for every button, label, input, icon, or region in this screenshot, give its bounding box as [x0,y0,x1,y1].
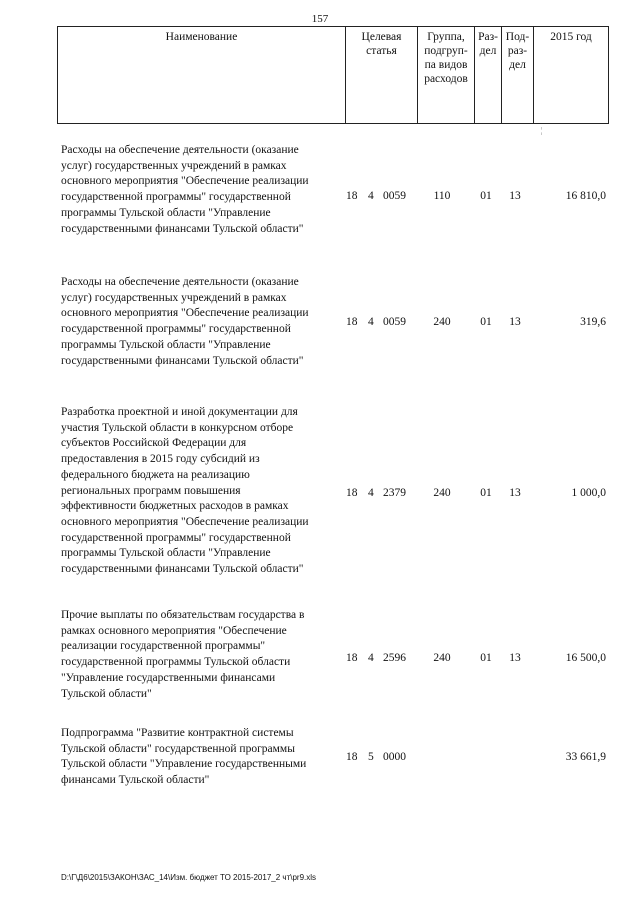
file-path-footer: D:\Г\Д6\2015\ЗАКОН\ЗАС_14\Изм. бюджет ТО 2015-2017_2 чт\pr9.xls [61,873,317,882]
row-description: Расходы на обеспечение деятельности (оказание услуг) государственных учреждений в рамках основного мероприятия "Обеспечение реализации государственной программы" государственной программы Тульской области "Управление государственными финансами Тульской области" [61,144,309,235]
section: 01 [480,487,492,499]
target-subprogram: 5 [368,751,374,763]
section: 01 [480,652,492,664]
header-year: 2015 год [550,31,592,43]
section: 01 [480,316,492,328]
target-subprogram: 4 [368,316,374,328]
row-description: Подпрограмма "Развитие контрактной системы Тульской области" государственной программы Тульской области "Управление государственными финансами Тульской области" [61,727,307,787]
subsection: 13 [509,316,521,328]
amount: 33 661,9 [565,751,606,763]
target-subprogram: 4 [368,190,374,202]
header-section: Раз- дел [475,27,502,123]
expense-group: 110 [433,190,451,202]
table-header [57,26,609,124]
target-code: 0059 [383,316,406,328]
scan-mark: ¦ [541,126,543,135]
section: 01 [480,190,492,202]
amount: 1 000,0 [571,487,606,499]
row-description: Разработка проектной и иной документации для участия Тульской области в конкурсном отборе субъектов Российской Федерации для предоставления в 2015 году субсидий из федерального бюджета на реализацию региональных программ повышения эффективности бюджетных расходов в рамках основного мероприятия "Обеспечение реализации государственной программы" государственной программы Тульской области "Управление государственными финансами Тульской области" [61,406,309,576]
amount: 16 810,0 [565,190,606,202]
page-number: 157 [311,13,329,25]
target-program: 18 [346,652,358,664]
target-subprogram: 4 [368,652,374,664]
subsection: 13 [509,652,521,664]
subsection: 13 [509,487,521,499]
header-expense-group: Группа, подгруп- па видов расходов [418,27,475,123]
target-program: 18 [346,190,358,202]
target-program: 18 [346,751,358,763]
amount: 319,6 [580,316,606,328]
header-subsection: Под- раз- дел [502,27,534,123]
header-name: Наименование [58,27,346,123]
amount: 16 500,0 [565,652,606,664]
target-subprogram: 4 [368,487,374,499]
header-target-article: Целевая статья [346,27,418,123]
row-description: Расходы на обеспечение деятельности (оказание услуг) государственных учреждений в рамках основного мероприятия "Обеспечение реализации государственной программы" государственной программы Тульской области "Управление государственными финансами Тульской области" [61,276,309,367]
target-code: 0000 [383,751,406,763]
target-program: 18 [346,316,358,328]
target-program: 18 [346,487,358,499]
target-code: 2379 [383,487,406,499]
subsection: 13 [509,190,521,202]
expense-group: 240 [433,316,451,328]
row-description: Прочие выплаты по обязательствам государства в рамках основного мероприятия "Обеспечение реализации государственной программы" государственной программы Тульской области "Управление государственными финансами Тульской области" [61,609,305,700]
expense-group: 240 [433,487,451,499]
expense-group: 240 [433,652,451,664]
target-code: 2596 [383,652,406,664]
target-code: 0059 [383,190,406,202]
